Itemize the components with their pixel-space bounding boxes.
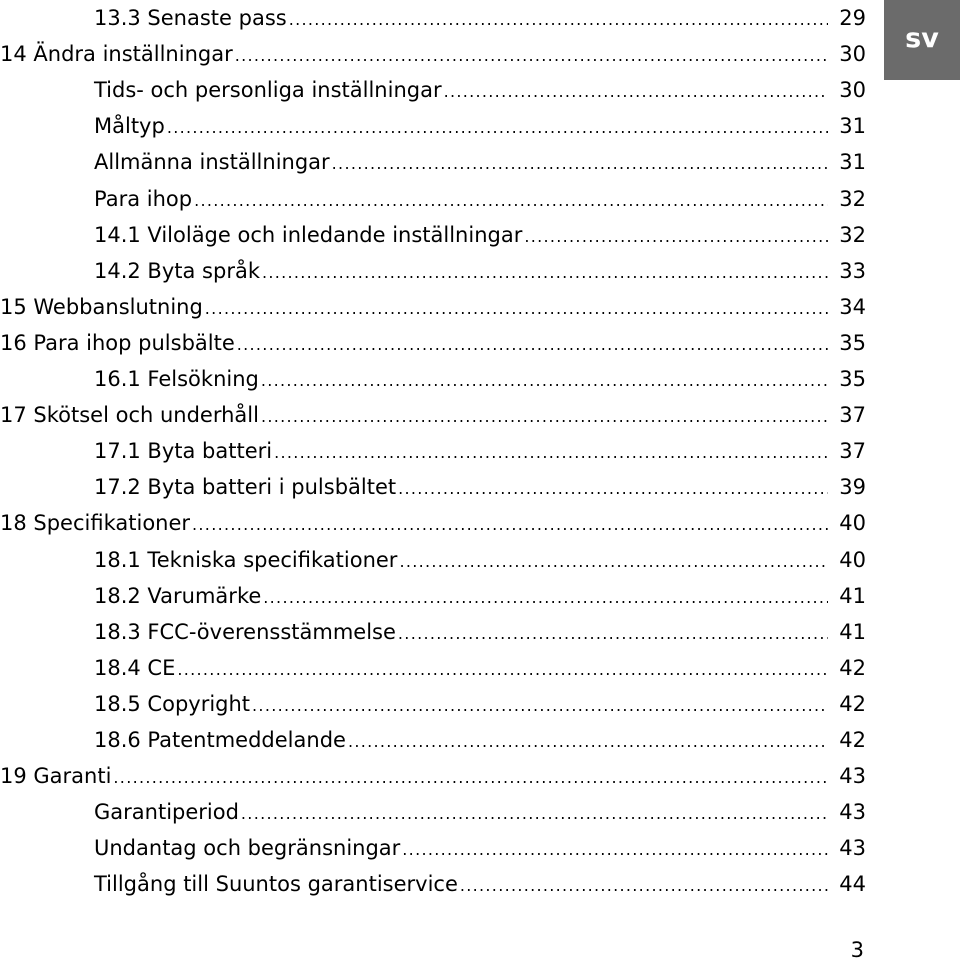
toc-entry-page: 41	[839, 583, 866, 608]
toc-entry-page: 35	[839, 367, 866, 391]
toc-entry-page: 31	[839, 114, 866, 139]
toc-entry[interactable]	[0, 794, 866, 830]
dot-leader	[205, 291, 828, 327]
toc-entry-title: Undantag och begränsningar	[94, 836, 401, 861]
dot-leader	[444, 74, 828, 110]
toc-entry-page: 33	[839, 258, 866, 283]
toc-entry[interactable]	[0, 686, 866, 722]
toc-entry-title: Tillgång till Suuntos garantiservice	[94, 872, 458, 897]
toc-entry-title: 17.1 Byta batteri	[94, 439, 273, 464]
toc-entry-title: Garantiperiod	[94, 800, 239, 825]
toc-entry-title: Para ihop	[94, 186, 193, 211]
toc-entry[interactable]	[0, 722, 866, 758]
toc-entry-title: 17 Skötsel och underhåll	[0, 403, 259, 428]
dot-leader	[263, 580, 828, 616]
toc-entry-title: Tids- och personliga inställningar	[94, 78, 442, 103]
toc-entry[interactable]	[0, 433, 866, 469]
toc-entry-page: 42	[839, 728, 866, 752]
toc-entry[interactable]	[0, 650, 866, 686]
dot-leader	[460, 868, 828, 904]
dot-leader	[261, 363, 828, 399]
dot-leader	[348, 724, 828, 760]
toc-entry-page: 30	[839, 78, 866, 103]
toc-entry[interactable]	[0, 36, 866, 72]
dot-leader	[262, 255, 828, 291]
toc-entry[interactable]	[0, 72, 866, 108]
toc-entry-page: 30	[839, 42, 866, 67]
dot-leader	[241, 796, 828, 832]
toc-entry-title: Måltyp	[94, 114, 165, 139]
toc-entry[interactable]	[0, 397, 866, 433]
toc-entry-page: 37	[839, 403, 866, 428]
dot-leader	[261, 399, 828, 435]
toc-entry[interactable]	[0, 0, 866, 36]
toc-entry-title: 17.2 Byta batteri i pulsbältet	[94, 475, 397, 500]
dot-leader	[398, 471, 828, 507]
toc-entry-title: 18.4 CE	[94, 655, 176, 680]
toc-entry[interactable]	[0, 253, 866, 289]
toc-entry-page: 43	[839, 836, 866, 861]
toc-entry-title: 18.6 Patentmeddelande	[94, 728, 346, 752]
dot-leader	[399, 544, 828, 580]
toc-entry-page: 29	[839, 6, 866, 30]
toc-entry[interactable]	[0, 505, 866, 541]
toc-entry[interactable]	[0, 289, 866, 325]
dot-leader	[194, 183, 828, 219]
dot-leader	[192, 507, 828, 543]
toc-entry-title: 18.2 Varumärke	[94, 583, 262, 608]
toc-entry[interactable]	[0, 325, 866, 361]
dot-leader	[274, 435, 828, 471]
toc-entry-title: 14.2 Byta språk	[94, 258, 260, 283]
dot-leader	[167, 110, 828, 146]
toc-entry-page: 42	[839, 691, 866, 716]
language-tab: sv	[884, 0, 960, 80]
toc-entry-page: 41	[839, 619, 866, 644]
toc-entry[interactable]	[0, 866, 866, 902]
toc-entry[interactable]	[0, 578, 866, 614]
toc-entry-page: 40	[839, 511, 866, 536]
toc-entry[interactable]	[0, 614, 866, 650]
toc-entry-title: 16 Para ihop pulsbälte	[0, 330, 235, 355]
page-number: 3	[850, 938, 864, 962]
toc-entry[interactable]	[0, 108, 866, 144]
toc-entry[interactable]	[0, 758, 866, 794]
toc-entry-page: 31	[839, 150, 866, 175]
toc-entry-page: 40	[839, 547, 866, 572]
dot-leader	[332, 146, 828, 182]
toc-entry-title: 18 Specifikationer	[0, 511, 191, 536]
dot-leader	[398, 616, 828, 652]
dot-leader	[113, 760, 828, 796]
toc-entry-title: Allmänna inställningar	[94, 150, 330, 175]
toc-entry-title: 14.1 Viloläge och inledande inställningar	[94, 222, 523, 247]
toc-entry-page: 37	[839, 439, 866, 464]
dot-leader	[237, 327, 828, 363]
toc-entry-title: 18.1 Tekniska specifikationer	[94, 547, 398, 572]
dot-leader	[402, 832, 828, 868]
toc-entry-page: 43	[839, 800, 866, 825]
toc-entry-title: 19 Garanti	[0, 764, 112, 789]
toc-entry[interactable]	[0, 830, 866, 866]
toc-entry-title: 16.1 Felsökning	[94, 367, 259, 391]
toc-entry[interactable]	[0, 181, 866, 217]
toc-entry-page: 39	[839, 475, 866, 500]
dot-leader	[252, 688, 828, 724]
toc-entry[interactable]	[0, 217, 866, 253]
toc-entry[interactable]	[0, 542, 866, 578]
toc-entry-page: 34	[839, 294, 866, 319]
toc-entry[interactable]	[0, 144, 866, 180]
toc-entry-page: 43	[839, 764, 866, 789]
dot-leader	[177, 652, 828, 688]
toc-entry-page: 44	[839, 872, 866, 897]
toc-entry-page: 32	[839, 186, 866, 211]
toc-entry-title: 18.5 Copyright	[94, 691, 251, 716]
dot-leader	[289, 2, 828, 38]
toc-entry-title: 14 Ändra inställningar	[0, 42, 233, 67]
toc-entry-title: 15 Webbanslutning	[0, 294, 203, 319]
toc-entry[interactable]	[0, 361, 866, 397]
toc-entry[interactable]	[0, 469, 866, 505]
toc-entry-title: 18.3 FCC-överensstämmelse	[94, 619, 396, 644]
toc-entry-title: 13.3 Senaste pass	[94, 6, 287, 30]
dot-leader	[524, 219, 828, 255]
toc-entry-page: 35	[839, 330, 866, 355]
toc-entry-page: 32	[839, 222, 866, 247]
toc-entry-page: 42	[839, 655, 866, 680]
dot-leader	[235, 38, 828, 74]
